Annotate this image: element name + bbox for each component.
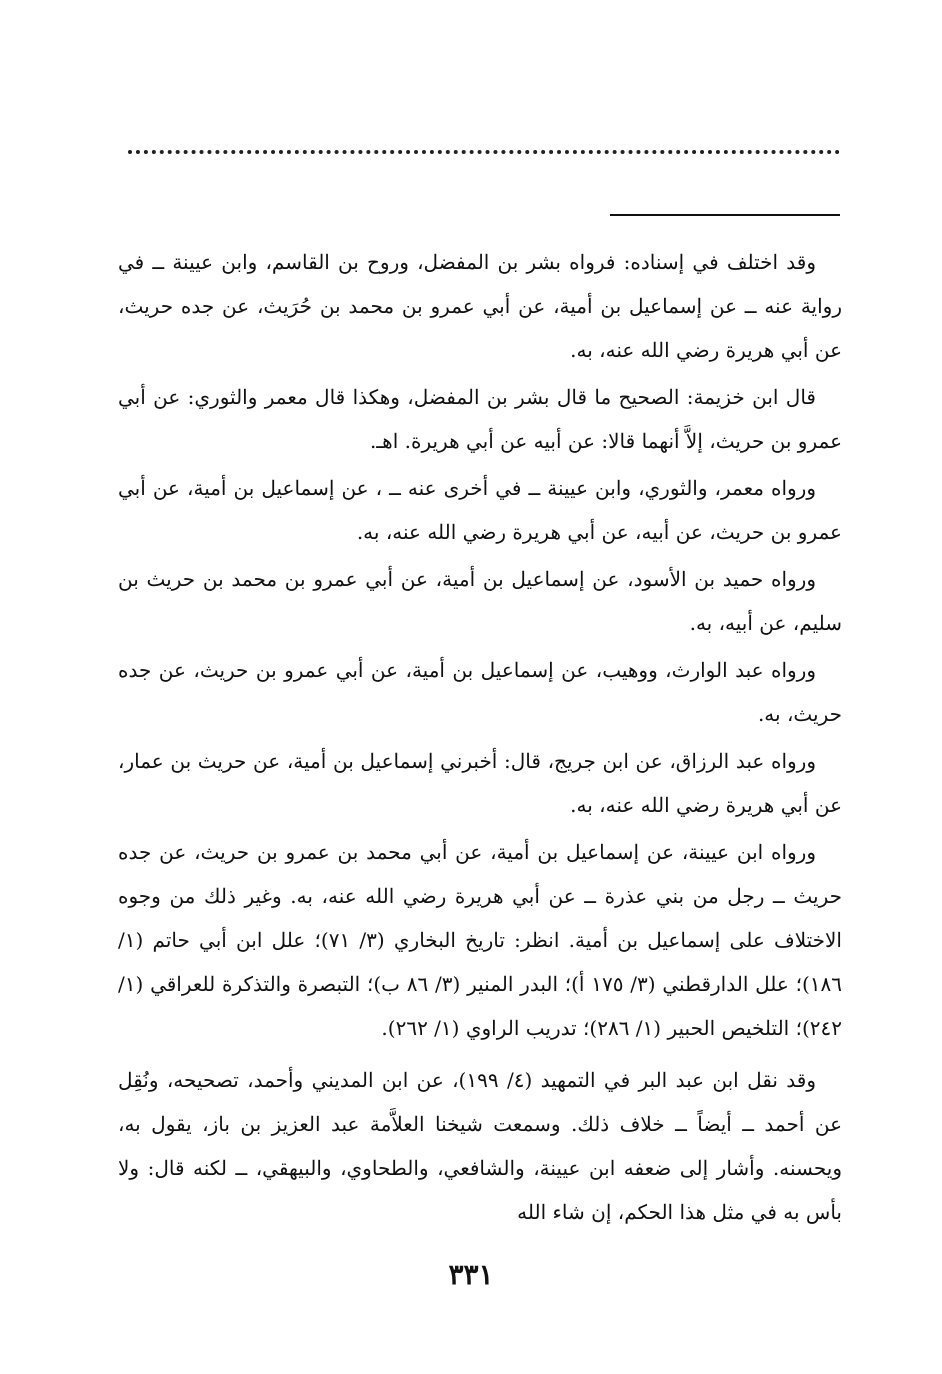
footnote-rule [610, 214, 840, 216]
paragraph-5: ورواه عبد الوارث، ووهيب، عن إسماعيل بن أمية، عن أبي عمرو بن حريث، عن جده حريث، به. [118, 658, 842, 726]
footnote-text [118, 240, 842, 1237]
dotted-separator [128, 150, 840, 154]
paragraph-2: قال ابن خزيمة: الصحيح ما قال بشر بن المفضل، وهكذا قال معمر والثوري: عن أبي عمرو بن حريث، إلاَّ أنهما قالا: عن أبيه عن أبي هريرة. اهـ. [118, 385, 842, 453]
paragraph-7: ورواه ابن عيينة، عن إسماعيل بن أمية، عن أبي محمد بن عمرو بن حريث، عن جده حريث ــ رجل من بني عذرة ــ عن أبي هريرة رضي الله عنه، به. وغير ذلك من وجوه الاختلاف على إسماعيل بن أمية. انظر: تاريخ البخاري (٣/ ٧١)؛ علل ابن أبي حاتم (١/ ١٨٦)؛ علل الدارقطني (٣/ ١٧٥ أ)؛ البدر المنير (٣/ ٨٦ ب)؛ التبصرة والتذكرة للعراقي (١/ ٢٤٢)؛ التلخيص الحبير (١/ ٢٨٦)؛ تدريب الراوي (١/ ٢٦٢). [118, 840, 842, 1040]
page-number: ٣٣١ [448, 1258, 494, 1291]
paragraph-4: ورواه حميد بن الأسود، عن إسماعيل بن أمية، عن أبي عمرو بن محمد بن حريث بن سليم، عن أبيه، به. [118, 567, 842, 635]
paragraph-1: وقد اختلف في إسناده: فرواه بشر بن المفضل، وروح بن القاسم، وابن عيينة ــ في رواية عنه ــ عن إسماعيل بن أمية، عن أبي عمرو بن محمد بن حُرَيث، عن جده حريث، عن أبي هريرة رضي الله عنه، به. [118, 250, 842, 362]
paragraph-8: وقد نقل ابن عبد البر في التمهيد (٤/ ١٩٩)، عن ابن المديني وأحمد، تصحيحه، ونُقِل عن أحمد ــ أيضاً ــ خلاف ذلك. وسمعت شيخنا العلاَّمة عبد العزيز بن باز، يقول به، ويحسنه. وأشار إلى ضعفه ابن عيينة، والشافعي، والطحاوي، والبيهقي، ــ لكنه قال: ولا بأس به في مثل هذا الحكم، إن شاء الله [118, 1068, 842, 1224]
paragraph-3: ورواه معمر، والثوري، وابن عيينة ــ في أخرى عنه ــ ، عن إسماعيل بن أمية، عن أبي عمرو بن حريث، عن أبيه، عن أبي هريرة رضي الله عنه، به. [118, 476, 842, 544]
paragraph-6: ورواه عبد الرزاق، عن ابن جريج، قال: أخبرني إسماعيل بن أمية، عن حريث بن عمار، عن أبي هريرة رضي الله عنه، به. [118, 749, 842, 817]
